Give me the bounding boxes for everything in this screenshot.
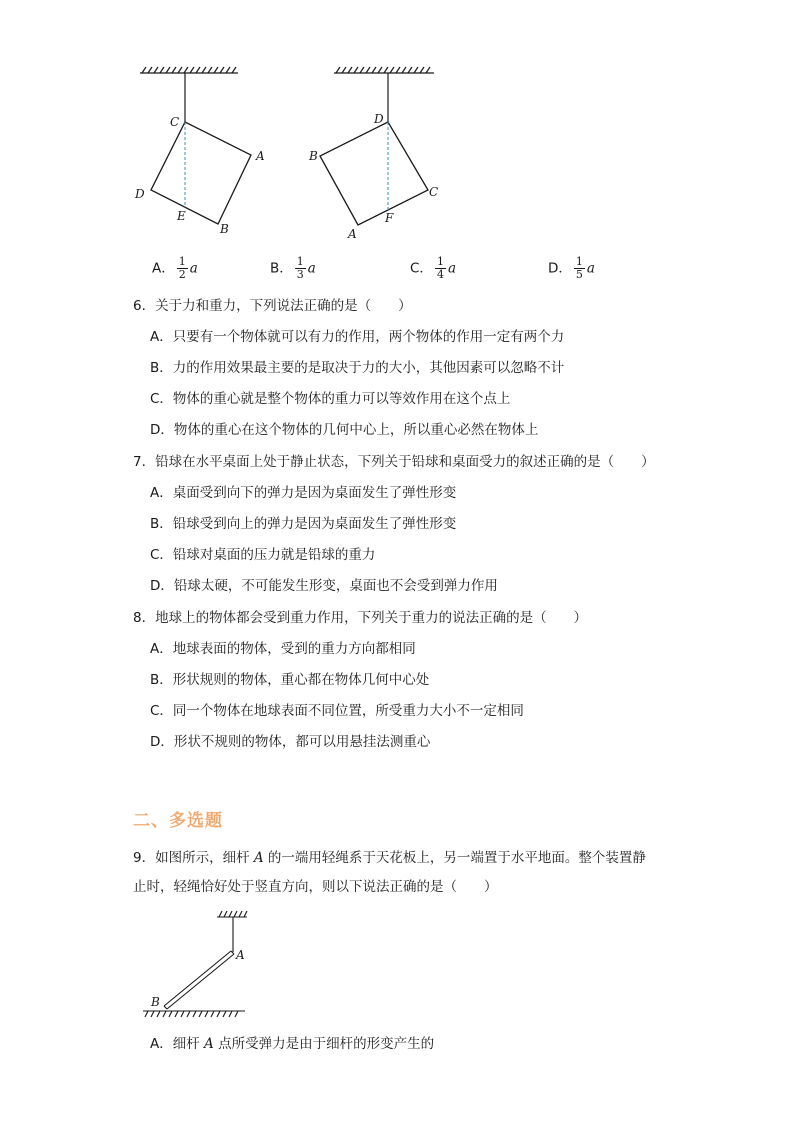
q8-stem: 8．地球上的物体都会受到重力作用，下列关于重力的说法正确的是（ ） (133, 610, 588, 626)
ceiling-right (334, 67, 434, 73)
label-C-right: C (429, 185, 439, 199)
rod (164, 951, 234, 1009)
q5-option-b[interactable]: B． $\frac{1}{3}$ a (270, 255, 316, 281)
q6-option-b[interactable]: B．力的作用效果最主要的是取决于力的大小，其他因素可以忽略不计 (150, 360, 565, 376)
rod-figure (135, 905, 255, 1023)
q8-option-a[interactable]: A．地球表面的物体，受到的重力方向都相同 (150, 641, 416, 657)
q6-stem: 6．关于力和重力，下列说法正确的是（ ） (133, 298, 412, 314)
q9-stem-line1: 9．如图所示，细杆 A 的一端用轻绳系于天花板上，另一端置于水平地面。整个装置静 (133, 850, 646, 866)
fraction: $\frac{1}{3}$ (296, 255, 304, 281)
label-A-right: A (348, 227, 357, 241)
q5-option-d[interactable]: D． $\frac{1}{5}$ a (548, 255, 595, 281)
label-B-left: B (220, 222, 229, 236)
label-D-left: D (135, 187, 145, 201)
label-A-left: A (256, 149, 265, 163)
fraction: $\frac{1}{4}$ (436, 255, 444, 281)
q9-option-a[interactable]: A．细杆 A 点所受弹力是由于细杆的形变产生的 (150, 1036, 435, 1052)
q6-option-d[interactable]: D．物体的重心在这个物体的几何中心上，所以重心必然在物体上 (150, 422, 539, 438)
q8-option-c[interactable]: C．同一个物体在地球表面不同位置，所受重力大小不一定相同 (150, 703, 524, 719)
q7-option-d[interactable]: D．铅球太硬，不可能发生形变，桌面也不会受到弹力作用 (150, 578, 498, 594)
label-B-rod: B (151, 995, 160, 1009)
label-B-right: B (309, 149, 318, 163)
q6-option-c[interactable]: C．物体的重心就是整个物体的重力可以等效作用在这个点上 (150, 391, 511, 407)
ceiling-small (217, 911, 247, 917)
q5-option-a[interactable]: A． $\frac{1}{2}$ a (152, 255, 198, 281)
q7-option-b[interactable]: B．铅球受到向上的弹力是因为桌面发生了弹性形变 (150, 516, 457, 532)
label-E-left: E (177, 209, 186, 223)
label-C-left: C (170, 115, 180, 129)
q6-option-a[interactable]: A．只要有一个物体就可以有力的作用，两个物体的作用一定有两个力 (150, 329, 565, 345)
hanging-squares-figure (120, 60, 460, 245)
ceiling-left (140, 67, 238, 73)
label-A-rod: A (236, 948, 245, 962)
fraction: $\frac{1}{5}$ (575, 255, 583, 281)
label-D-right: D (374, 112, 384, 126)
q5-option-c[interactable]: C． $\frac{1}{4}$ a (410, 255, 456, 281)
q7-stem: 7．铅球在水平桌面上处于静止状态，下列关于铅球和桌面受力的叙述正确的是（ ） (133, 454, 655, 470)
q9-stem-line2: 止时，轻绳恰好处于竖直方向，则以下说法正确的是（ ） (133, 879, 498, 895)
section-title-multiple-choice: 二、多选题 (133, 811, 223, 831)
q7-option-c[interactable]: C．铅球对桌面的压力就是铅球的重力 (150, 547, 376, 563)
q7-option-a[interactable]: A．桌面受到向下的弹力是因为桌面发生了弹性形变 (150, 485, 457, 501)
square-left (151, 122, 251, 224)
q8-option-b[interactable]: B．形状规则的物体，重心都在物体几何中心处 (150, 672, 430, 688)
q8-option-d[interactable]: D．形状不规则的物体，都可以用悬挂法测重心 (150, 734, 431, 750)
square-right (320, 122, 428, 225)
label-F-right: F (385, 211, 394, 225)
fraction: $\frac{1}{2}$ (178, 255, 186, 281)
ground (143, 1011, 245, 1017)
